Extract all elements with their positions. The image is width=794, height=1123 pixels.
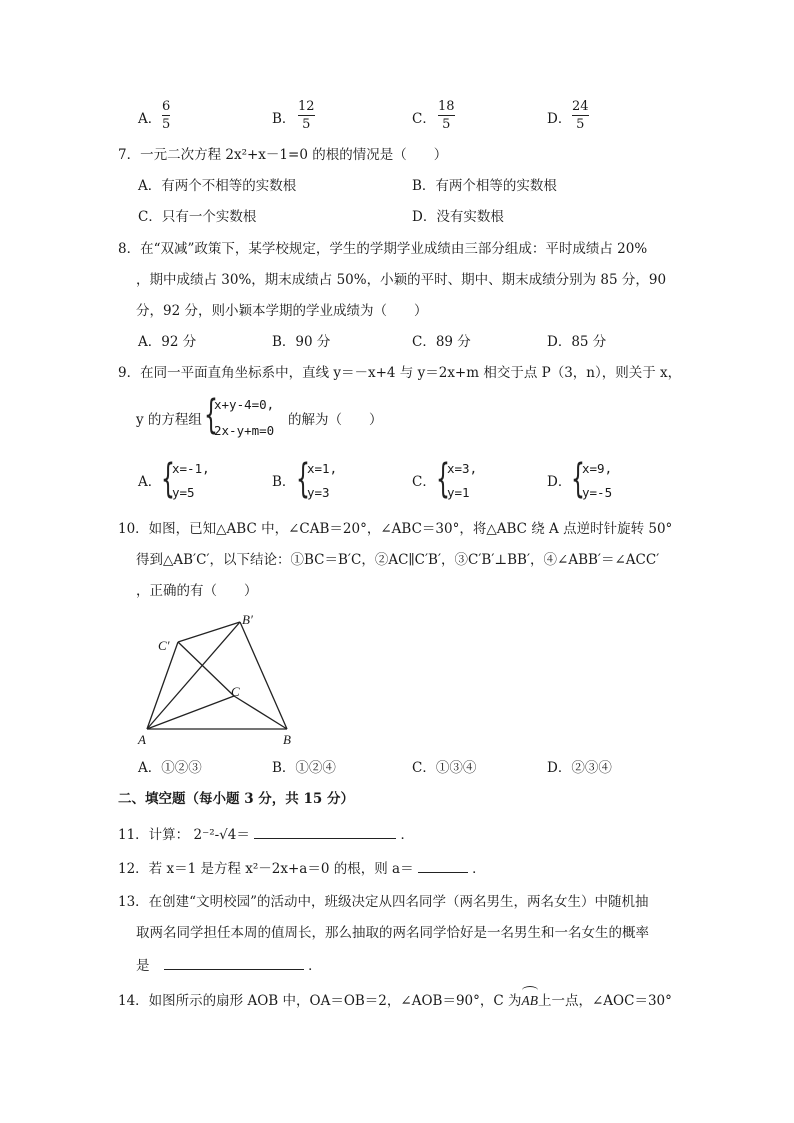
q9-stem-line1: 9．在同一平面直角坐标系中，直线 y＝－x+4 与 y＝2x+m 相交于点 P（3，n），则关于 x， <box>118 365 682 381</box>
q11-line <box>118 826 414 844</box>
q9-option-c-y: y=1 <box>447 485 470 500</box>
q12-answer-blank <box>418 860 468 873</box>
q7-option-d: D．没有实数根 <box>412 209 504 225</box>
q10-stem-line2: 得到△AB′C′，以下结论：①BC＝B′C，②AC∥C′B′，③C′B′⊥BB′，④∠ABB′＝∠ACC′ <box>136 552 660 568</box>
q7-option-a: A．有两个不相等的实数根 <box>138 178 297 194</box>
q13-suffix: ． <box>308 958 322 974</box>
segment-A-C <box>147 696 234 729</box>
q14-prefix: 14．如图所示的扇形 AOB 中，OA＝OB＝2，∠AOB＝90°，C 为 <box>118 993 522 1009</box>
q6-option-d-fraction: 24 5 <box>572 99 589 132</box>
arc-symbol-icon <box>522 986 539 995</box>
q10-stem-line3: ，正确的有（ ） <box>136 583 258 599</box>
q9-option-b-brace: { <box>296 456 310 502</box>
q9-option-c-label: C． <box>412 474 436 490</box>
label-B1: B′ <box>242 612 253 627</box>
q9-option-b-x: x=1, <box>307 461 338 476</box>
q9-option-d-y: y=-5 <box>582 485 613 500</box>
segment-B1-B <box>240 622 287 729</box>
q8-option-c: C．89 分 <box>412 334 471 350</box>
q9-system-eq2: 2x-y+m=0 <box>214 423 275 438</box>
q13-stem-line2: 取两名同学担任本周的值周长，那么抽取的两名同学恰好是一名男生和一名女生的概率 <box>136 925 649 941</box>
q8-stem-line1: 8．在“双减”政策下，某学校规定，学生的学期学业成绩由三部分组成：平时成绩占 20% <box>118 241 648 257</box>
q13-answer-blank <box>164 957 304 970</box>
q9-option-c-x: x=3, <box>447 461 478 476</box>
q13-prefix: 是 <box>136 958 150 974</box>
q9-option-c-brace: { <box>436 456 450 502</box>
q9-stem-line2-pre: y 的方程组 <box>136 412 202 428</box>
label-B: B <box>283 732 291 747</box>
label-A: A <box>138 732 146 747</box>
q11-prefix: 11．计算： <box>118 827 190 843</box>
q10-stem-line1: 10．如图，已知△ABC 中，∠CAB＝20°，∠ABC＝30°，将△ABC 绕 A 点逆时针旋转 50° <box>118 521 673 537</box>
section-2-heading: 二、填空题（每小题 3 分，共 15 分） <box>118 791 354 807</box>
q6-option-b-fraction: 12 5 <box>298 99 315 132</box>
q9-system-eq1: x+y-4=0, <box>214 397 275 412</box>
q13-line3 <box>136 957 322 975</box>
q11-suffix: ． <box>400 827 414 843</box>
q8-stem-line2: ，期中成绩占 30%，期末成绩占 50%，小颖的平时、期中、期末成绩分别为 85 分，90 <box>136 272 667 288</box>
q8-option-a: A．92 分 <box>138 334 197 350</box>
q7-option-c: C．只有一个实数根 <box>138 209 257 225</box>
q10-option-d: D．②③④ <box>547 760 612 776</box>
q6-option-b-label: B． <box>272 111 296 127</box>
q11-expression: 2⁻²-√4＝ <box>193 827 250 843</box>
label-C: C <box>231 684 240 699</box>
q8-option-d: D．85 分 <box>547 334 607 350</box>
q9-option-d-x: x=9, <box>582 461 613 476</box>
q9-option-b-y: y=3 <box>307 485 330 500</box>
q10-option-c: C．①③④ <box>412 760 477 776</box>
q9-option-d-label: D． <box>547 474 572 490</box>
q11-answer-blank <box>254 826 396 839</box>
q13-stem-line1: 13．在创建“文明校园”的活动中，班级决定从四名同学（两名男生，两名女生）中随机抽 <box>118 894 649 910</box>
q9-option-a-y: y=5 <box>172 485 195 500</box>
q14-arc-AB: AB <box>522 988 539 1010</box>
q14-line <box>118 988 672 1010</box>
q10-option-a: A．①②③ <box>138 760 202 776</box>
q7-stem: 7．一元二次方程 2x²+x－1=0 的根的情况是（ ） <box>118 147 448 163</box>
q10-rotation-figure <box>130 608 310 748</box>
q8-option-b: B．90 分 <box>272 334 331 350</box>
q9-option-a-brace: { <box>161 456 175 502</box>
q14-suffix: 上一点，∠AOC＝30° <box>538 993 672 1009</box>
q6-option-c-label: C． <box>412 111 436 127</box>
q9-system-brace: { <box>204 392 218 438</box>
segment-A-C1 <box>147 642 178 729</box>
q12-suffix: ． <box>472 861 486 877</box>
q8-stem-line3: 分，92 分，则小颖本学期的学业成绩为（ ） <box>136 303 428 319</box>
q12-line <box>118 860 486 878</box>
q9-stem-line2-post: 的解为（ ） <box>288 412 383 428</box>
q6-option-a-label: A． <box>138 111 162 127</box>
q9-option-d-brace: { <box>571 456 585 502</box>
q6-option-a-fraction: 6 5 <box>162 99 171 132</box>
q9-option-a-label: A． <box>138 474 162 490</box>
q10-option-b: B．①②④ <box>272 760 336 776</box>
q12-prefix: 12．若 x＝1 是方程 x²－2x+a＝0 的根，则 a＝ <box>118 861 414 877</box>
q9-option-b-label: B． <box>272 474 296 490</box>
q6-option-c-fraction: 18 5 <box>438 99 455 132</box>
label-C1: C′ <box>158 638 170 653</box>
q6-option-d-label: D． <box>547 111 572 127</box>
segment-C1-C <box>178 642 234 696</box>
q7-option-b: B．有两个相等的实数根 <box>412 178 557 194</box>
q9-option-a-x: x=-1, <box>172 461 210 476</box>
